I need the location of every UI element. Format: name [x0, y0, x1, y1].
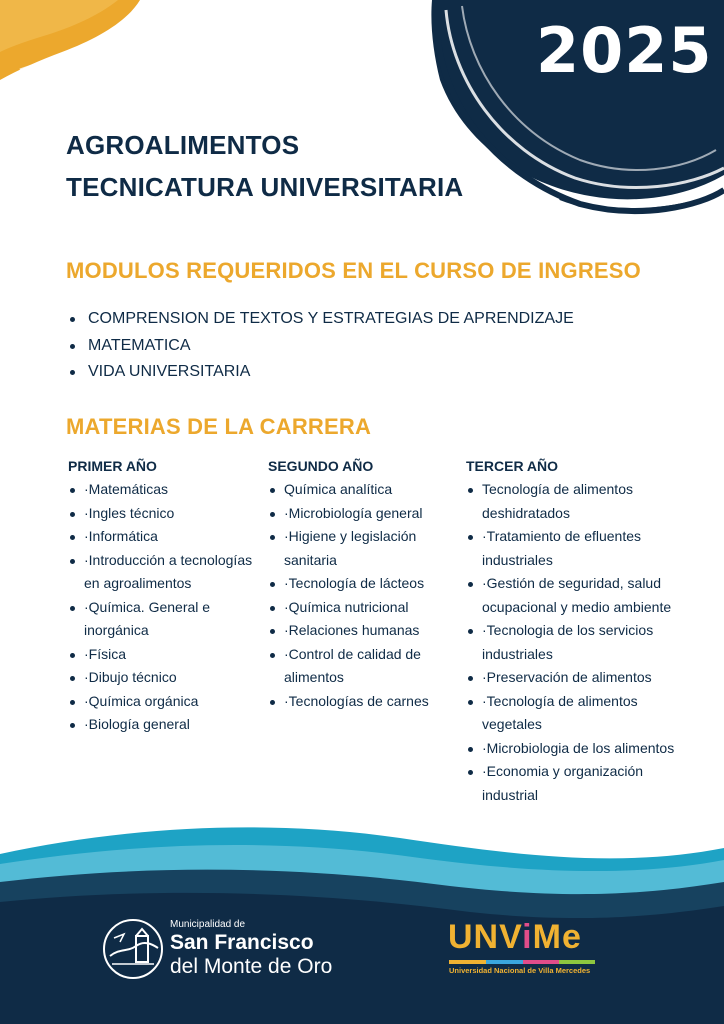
list-item: ·Informática — [66, 525, 262, 549]
list-item: ·Química. General e inorgánica — [66, 596, 262, 643]
list-item: ·Dibujo técnico — [66, 666, 262, 690]
first-year-column — [66, 458, 262, 737]
list-item: Química analítica — [266, 478, 456, 502]
second-year-list — [266, 478, 456, 713]
logo-part-m: M — [532, 918, 562, 956]
list-item: ·Introducción a tecnologías en agroalimentos — [66, 549, 262, 596]
municipality-seal-icon — [102, 918, 164, 980]
list-item: ·Preservación de alimentos — [464, 666, 694, 690]
list-item: ·Química nutricional — [266, 596, 456, 620]
list-item: ·Biología general — [66, 713, 262, 737]
modules-list — [70, 306, 574, 386]
university-logo-bar — [449, 960, 595, 964]
second-year-column — [266, 458, 456, 713]
list-item: COMPRENSION DE TEXTOS Y ESTRATEGIAS DE APRENDIZAJE — [70, 306, 574, 333]
municipality-name-line-1: San Francisco — [170, 931, 314, 954]
list-item: ·Tecnologías de carnes — [266, 690, 456, 714]
third-year-list — [464, 478, 694, 807]
first-year-list — [66, 478, 262, 737]
title-line-1: AGROALIMENTOS — [66, 130, 300, 160]
third-year-column — [464, 458, 694, 807]
list-item: ·Microbiología general — [266, 502, 456, 526]
subjects-section-title: MATERIAS DE LA CARRERA — [66, 414, 372, 439]
page-title — [66, 124, 463, 208]
list-item: ·Física — [66, 643, 262, 667]
list-item: ·Tecnología de lácteos — [266, 572, 456, 596]
modules-section-title: MODULOS REQUERIDOS EN EL CURSO DE INGRESO — [66, 258, 641, 283]
third-year-heading: TERCER AÑO — [466, 458, 559, 474]
list-item: ·Química orgánica — [66, 690, 262, 714]
university-logo-text — [448, 918, 582, 956]
list-item: ·Ingles técnico — [66, 502, 262, 526]
list-item: ·Microbiologia de los alimentos — [464, 737, 694, 761]
list-item: ·Control de calidad de alimentos — [266, 643, 456, 690]
list-item: VIDA UNIVERSITARIA — [70, 359, 574, 386]
year-label: 2025 — [536, 14, 713, 87]
list-item: ·Economia y organización industrial — [464, 760, 694, 807]
list-item: ·Relaciones humanas — [266, 619, 456, 643]
list-item: ·Higiene y legislación sanitaria — [266, 525, 456, 572]
logo-part-i: i — [522, 918, 533, 956]
second-year-heading: SEGUNDO AÑO — [268, 458, 374, 474]
first-year-heading: PRIMER AÑO — [68, 458, 157, 474]
logo-part-unv: UNV — [448, 918, 523, 956]
list-item: ·Matemáticas — [66, 478, 262, 502]
list-item: MATEMATICA — [70, 333, 574, 360]
list-item: ·Gestión de seguridad, salud ocupacional y medio ambiente — [464, 572, 694, 619]
university-name: Universidad Nacional de Villa Mercedes — [449, 966, 591, 975]
municipality-small-label: Municipalidad de — [170, 919, 246, 930]
logo-part-e: e — [561, 918, 582, 956]
title-line-2: TECNICATURA UNIVERSITARIA — [66, 172, 464, 202]
list-item: ·Tecnología de alimentos vegetales — [464, 690, 694, 737]
list-item: ·Tratamiento de efluentes industriales — [464, 525, 694, 572]
municipality-name-line-2: del Monte de Oro — [170, 955, 333, 978]
list-item: ·Tecnologia de los servicios industriales — [464, 619, 694, 666]
list-item: Tecnología de alimentos deshidratados — [464, 478, 694, 525]
